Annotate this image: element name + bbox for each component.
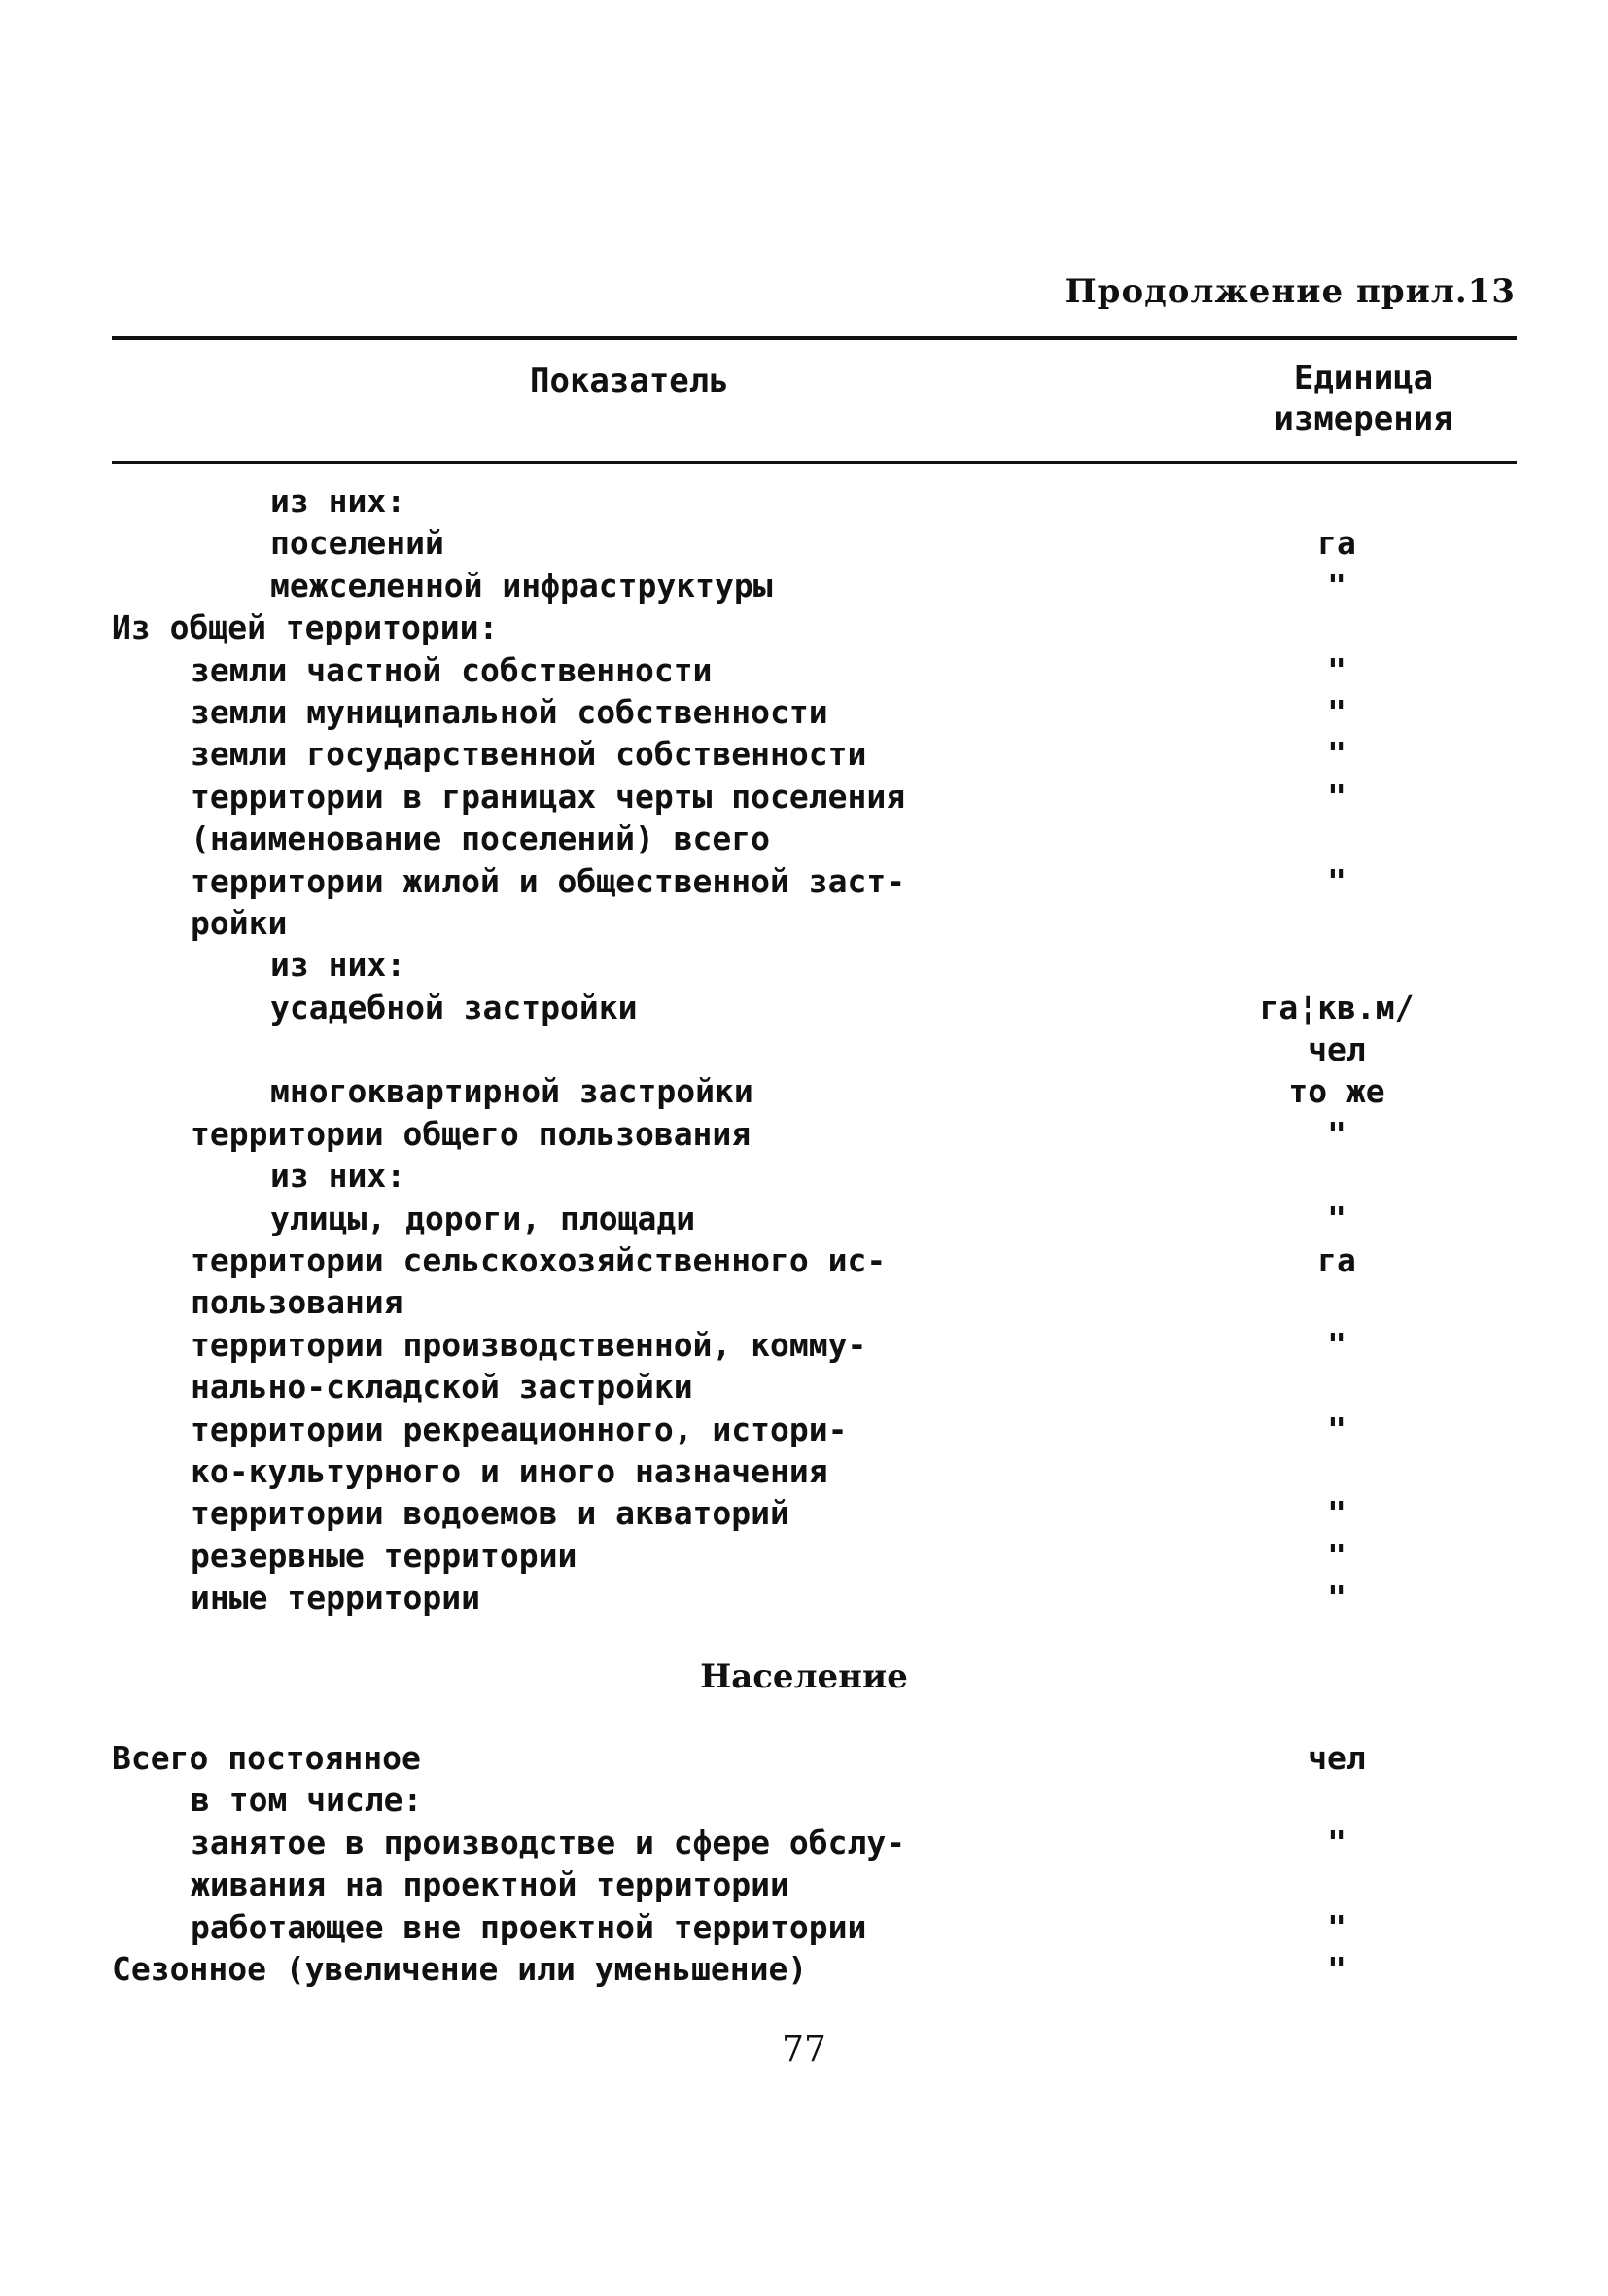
row-unit: га xyxy=(1317,524,1356,563)
row-label: улицы, дороги, площади xyxy=(270,1199,696,1237)
row-label: территории рекреационного, истори- xyxy=(191,1409,848,1448)
row-label: многоквартирной застройки xyxy=(270,1072,753,1111)
row-unit: " xyxy=(1327,861,1346,900)
row-unit: чел xyxy=(1308,1030,1366,1069)
row-label: Сезонное (увеличение или уменьшение) xyxy=(112,1949,808,1988)
row-label: работающее вне проектной территории xyxy=(191,1907,867,1946)
row-label: (наименование поселений) всего xyxy=(191,819,771,858)
row-label: ройки xyxy=(191,903,288,942)
row-unit: чел xyxy=(1308,1739,1366,1777)
row-unit: га xyxy=(1317,1241,1356,1280)
row-label: резервные территории xyxy=(191,1536,577,1575)
table-row xyxy=(0,860,1608,902)
table-row xyxy=(0,480,1608,522)
table-row xyxy=(0,776,1608,818)
row-label: занятое в производстве и сфере обслу- xyxy=(191,1823,906,1861)
row-unit: " xyxy=(1327,1949,1346,1988)
table-row xyxy=(0,1070,1608,1112)
table-row xyxy=(0,1535,1608,1577)
population-table-body xyxy=(0,1737,1608,1990)
table-row xyxy=(0,1906,1608,1948)
table-row xyxy=(0,1155,1608,1197)
row-label: земли муниципальной собственности xyxy=(191,692,828,731)
table-row xyxy=(0,1113,1608,1155)
row-label: Из общей территории: xyxy=(112,609,499,647)
row-unit: " xyxy=(1327,1536,1346,1575)
page-number: 77 xyxy=(782,2030,826,2070)
row-unit: " xyxy=(1327,1409,1346,1448)
row-unit: " xyxy=(1327,692,1346,731)
column-header-unit-line1: Единица xyxy=(1293,359,1434,398)
table-row xyxy=(0,607,1608,648)
row-label: нально-складской застройки xyxy=(191,1368,693,1407)
row-unit: " xyxy=(1327,566,1346,605)
header-bottom-rule xyxy=(112,461,1517,464)
continuation-caption: Продолжение прил.13 xyxy=(1065,272,1516,311)
table-row xyxy=(0,1577,1608,1618)
row-label: поселений xyxy=(270,524,444,563)
section-title: Население xyxy=(700,1657,908,1696)
row-label: пользования xyxy=(191,1283,403,1322)
row-label: межселенной инфраструктуры xyxy=(270,566,773,605)
row-label: ко-культурного и иного назначения xyxy=(191,1451,828,1490)
row-label: территории в границах черты поселения xyxy=(191,777,906,816)
row-label: земли частной собственности xyxy=(191,650,713,689)
row-label: живания на проектной территории xyxy=(191,1865,789,1904)
row-unit: " xyxy=(1327,1325,1346,1364)
column-header-unit-line2: измерения xyxy=(1274,400,1453,438)
table-row xyxy=(0,1450,1608,1492)
table-row xyxy=(0,522,1608,564)
territory-table-body xyxy=(0,480,1608,1619)
table-row xyxy=(0,987,1608,1028)
table-row xyxy=(0,902,1608,944)
row-label: иные территории xyxy=(191,1579,481,1618)
table-row xyxy=(0,649,1608,691)
row-label: территории производственной, комму- xyxy=(191,1325,867,1364)
table-row xyxy=(0,1239,1608,1281)
row-label: из них: xyxy=(270,1157,406,1196)
row-label: Всего постоянное xyxy=(112,1739,421,1777)
row-unit: " xyxy=(1327,1907,1346,1946)
table-row xyxy=(0,1492,1608,1534)
table-row xyxy=(0,1366,1608,1408)
row-unit: " xyxy=(1327,1823,1346,1861)
table-row xyxy=(0,1863,1608,1905)
row-label: из них: xyxy=(270,482,406,520)
row-label: в том числе: xyxy=(191,1781,423,1820)
column-header-unit xyxy=(1249,358,1478,439)
row-unit: га¦кв.м/ xyxy=(1259,988,1415,1026)
row-label: из них: xyxy=(270,946,406,985)
row-unit: " xyxy=(1327,735,1346,774)
table-row xyxy=(0,1737,1608,1779)
table-row xyxy=(0,1822,1608,1863)
row-unit: то же xyxy=(1288,1072,1385,1111)
table-row xyxy=(0,1028,1608,1070)
row-unit: " xyxy=(1327,777,1346,816)
table-row xyxy=(0,1948,1608,1990)
row-label: земли государственной собственности xyxy=(191,735,867,774)
row-label: усадебной застройки xyxy=(270,988,638,1026)
table-row xyxy=(0,1198,1608,1239)
row-unit: " xyxy=(1327,650,1346,689)
table-row xyxy=(0,1324,1608,1366)
row-unit: " xyxy=(1327,1114,1346,1153)
table-row xyxy=(0,1409,1608,1450)
table-row xyxy=(0,1779,1608,1821)
table-row xyxy=(0,691,1608,733)
row-label: территории водоемов и акваторий xyxy=(191,1494,789,1533)
row-unit: " xyxy=(1327,1494,1346,1533)
table-row xyxy=(0,944,1608,986)
column-header-indicator: Показатель xyxy=(530,362,729,400)
table-row xyxy=(0,1281,1608,1323)
header-top-rule xyxy=(112,336,1517,340)
table-row xyxy=(0,818,1608,859)
table-row xyxy=(0,565,1608,607)
row-unit: " xyxy=(1327,1579,1346,1618)
row-label: территории общего пользования xyxy=(191,1114,752,1153)
table-row xyxy=(0,733,1608,775)
row-label: территории сельскохозяйственного ис- xyxy=(191,1241,887,1280)
row-label: территории жилой и общественной заст- xyxy=(191,861,906,900)
row-unit: " xyxy=(1327,1199,1346,1237)
